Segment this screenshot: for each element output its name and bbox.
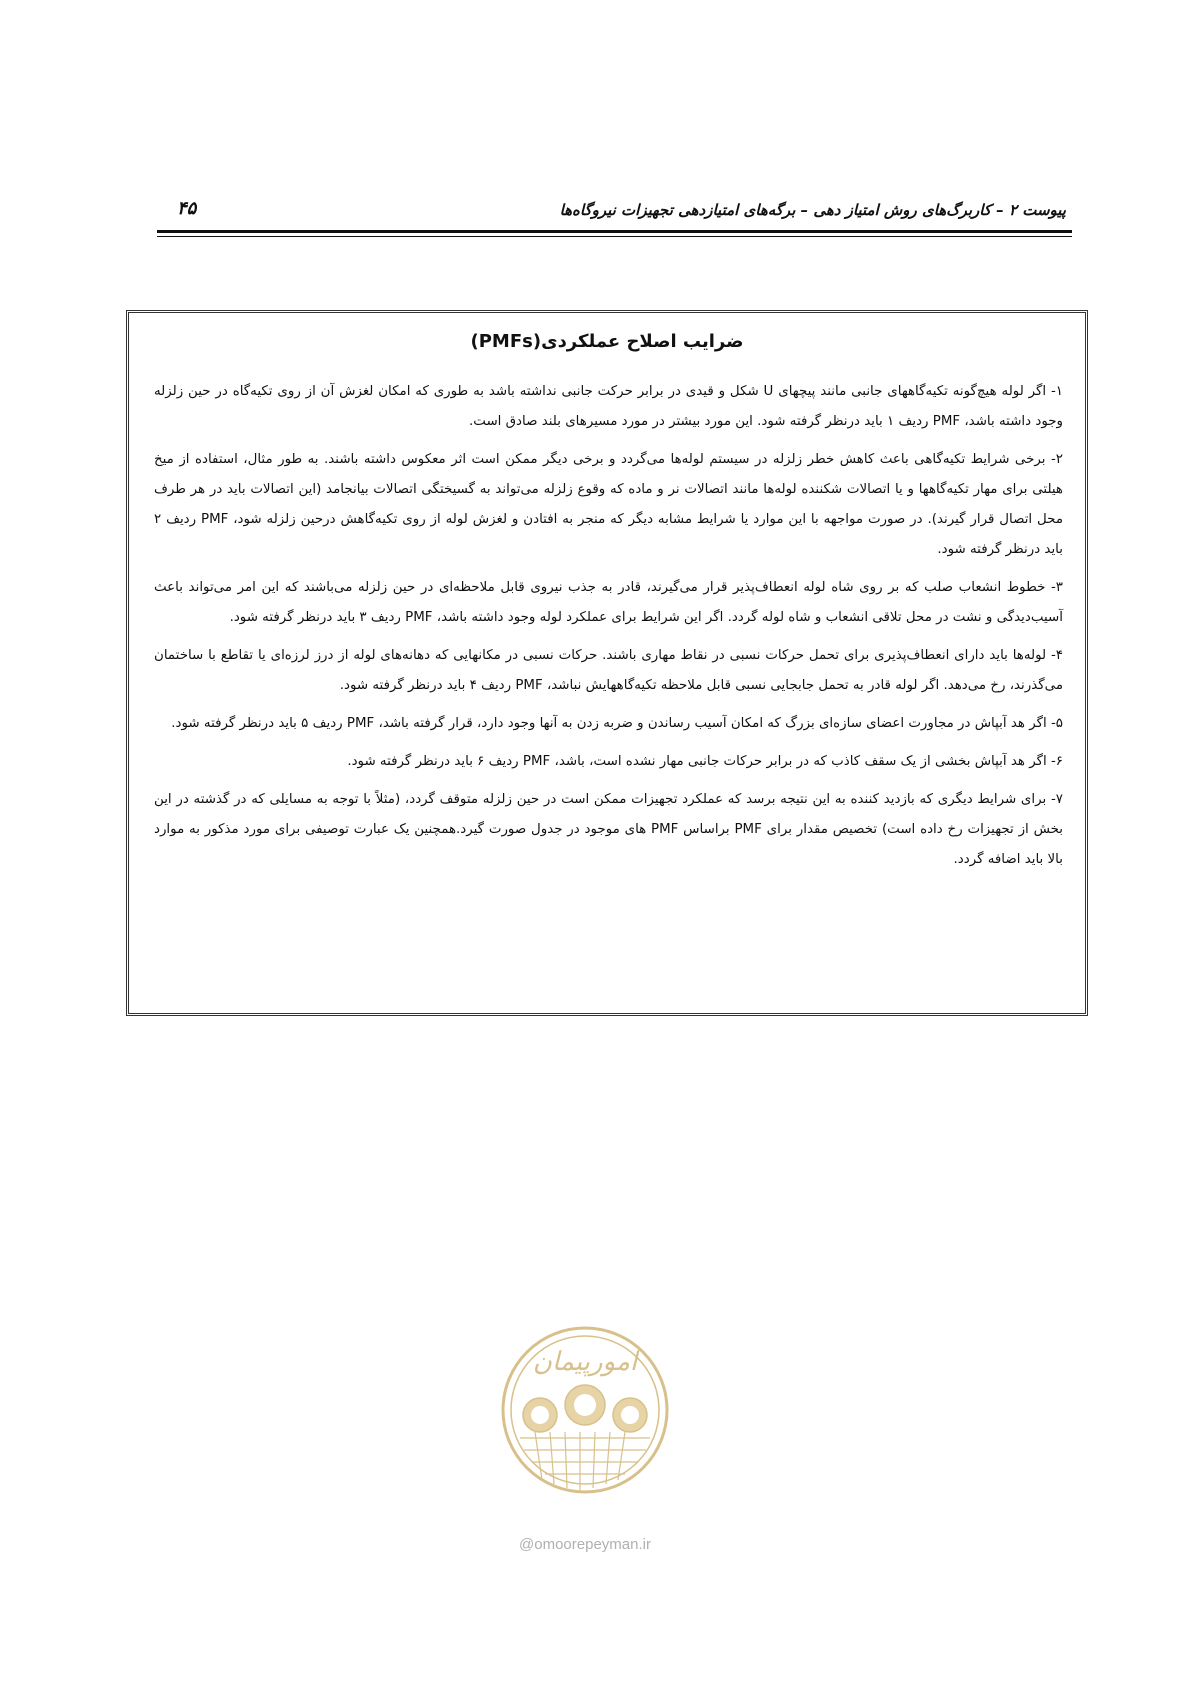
- watermark-logo-text: امورپیمان: [532, 1347, 638, 1377]
- watermark-caption: @omoorepeyman.ir: [519, 1536, 651, 1553]
- list-item: ۳- خطوط انشعاب صلب که بر روی شاه لوله انعطاف‌پذیر قرار می‌گیرند، قادر به جذب نیروی قابل ملاحظه‌ای در حین زلزله می‌باشند که این امر می‌تواند باعث آسیب‌دیدگی و نشت در محل تلاقی انشعاب و شاه لوله گردد. اگر این شرایط برای عملکرد لوله وجود داشته باشد، PMF ردیف ۳ باید درنظر گرفته شود.: [154, 580, 1063, 625]
- header-rule-thick: [157, 230, 1072, 233]
- box-title: ضرایب اصلاح عملکردی(PMFs): [470, 331, 744, 352]
- list-item: ۶- اگر هد آبپاش بخشی از یک سقف کاذب که در برابر حرکات جانبی مهار نشده است، باشد، PMF ردیف ۶ باید درنظر گرفته شود.: [347, 754, 1063, 769]
- list-item: ۲- برخی شرایط تکیه‌گاهی باعث کاهش خطر زلزله در سیستم لوله‌ها می‌گردد و برخی دیگر ممکن است اثر معکوس داشته باشند. به طور مثال، استفاده از میخ هیلتی برای مهار تکیه‌گاهها و یا اتصالات شکننده لوله‌ها مانند اتصالات نر و ماده که وقوع زلزله می‌تواند به گسیختگی اتصالات بیانجامد (این اتصالات باید در هر طرف محل اتصال قرار گیرند). در صورت مواجهه با این موارد یا شرایط مشابه دیگر که منجر به افتادن و لغزش لوله از روی تکیه‌گاهش درحین زلزله شود، PMF ردیف ۲ باید درنظر گرفته شود.: [154, 452, 1064, 557]
- pmf-list: [154, 377, 1063, 883]
- watermark-logo: [490, 1320, 680, 1500]
- header-rule-thin: [157, 236, 1072, 237]
- watermark-seal-icon: [490, 1320, 680, 1500]
- header-title: پیوست ۲ – کاربرگ‌های روش امتیاز دهی – برگه‌های امتیازدهی تجهیزات نیروگاه‌ها: [559, 201, 1066, 219]
- list-item: ۵- اگر هد آبپاش در مجاورت اعضای سازه‌ای بزرگ که امکان آسیب رساندن و ضربه زدن به آنها وجود دارد، قرار گرفته باشد، PMF ردیف ۵ باید درنظر گرفته شود.: [171, 716, 1063, 731]
- list-item: ۱- اگر لوله هیچ‌گونه تکیه‌گاههای جانبی مانند پیچهای U شکل و قیدی در برابر حرکت جانبی نداشته باشد به طوری که امکان لغزش آن از روی تکیه‌گاه در حین زلزله وجود داشته باشد، PMF ردیف ۱ باید درنظر گرفته شود. این مورد بیشتر در مورد مسیرهای بلند صادق است.: [154, 384, 1063, 429]
- list-item: ۴- لوله‌ها باید دارای انعطاف‌پذیری برای تحمل حرکات نسبی در نقاط مهاری باشند. حرکات نسبی در مکانهایی که دهانه‌های لوله از درز لرزه‌ای یا تقاطع با ساختمان می‌گذرند، رخ می‌دهد. اگر لوله قادر به تحمل جابجایی نسبی قابل ملاحظه تکیه‌گاههایش نباشد، PMF ردیف ۴ باید درنظر گرفته شود.: [154, 648, 1063, 693]
- list-item: ۷- برای شرایط دیگری که بازدید کننده به این نتیجه برسد که عملکرد تجهیزات ممکن است در حین زلزله متوقف گردد، (مثلاً با توجه به مسایلی که در گذشته در این بخش از تجهیزات رخ داده است) تخصیص مقدار برای PMF براساس PMF های موجود در جدول صورت گیرد.همچنین یک عبارت توصیفی برای مورد مذکور به موارد بالا باید اضافه گردد.: [154, 792, 1064, 867]
- page-number: ۴۵: [177, 198, 197, 219]
- pmf-box: [126, 310, 1088, 1016]
